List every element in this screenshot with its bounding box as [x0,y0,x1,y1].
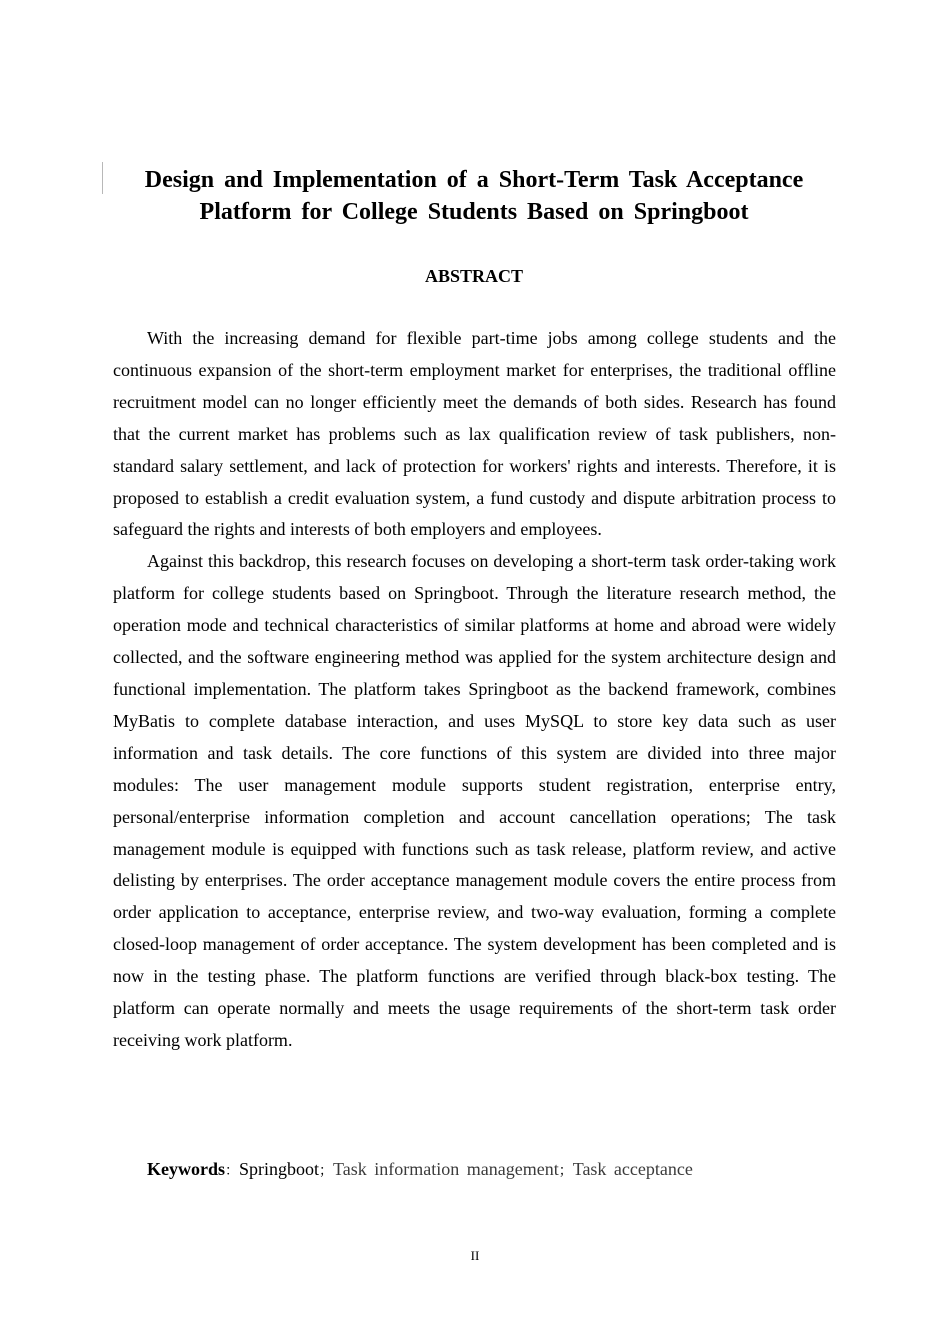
title-line-1: Design and Implementation of a Short-Term Task Acceptance [144,167,804,193]
keywords-colon: ： [225,1163,239,1179]
keyword-separator: ； [319,1163,334,1179]
keyword-separator: ； [558,1163,573,1179]
keywords-line [147,1156,847,1184]
keyword-item: Task information management [333,1159,559,1179]
keyword-item: Task acceptance [572,1159,693,1179]
keywords-label: Keywords [147,1159,225,1179]
abstract-body [113,323,836,1057]
keyword-item: Springboot [239,1159,320,1179]
abstract-paragraph-2: Against this backdrop, this research focuses on developing a short-term task order-taking work platform for college students based on Springboot. Through the literature research method, the operation mode and technical characteristics of similar platforms at home and abroad were widely collected, and the software engineering method was applied for the system architecture design and functional implementation. The platform takes Springboot as the backend framework, combines MyBatis to complete database interaction, and uses MySQL to store key data such as user information and task details. The core functions of this system are divided into three major modules: The user management module supports student registration, enterprise entry, personal/enterprise information completion and account cancellation operations; The task management module is equipped with functions such as task release, platform review, and active delisting by enterprises. The order acceptance management module covers the entire process from order application to acceptance, enterprise review, and two-way evaluation, forming a complete closed-loop management of order acceptance. The system development has been completed and is now in the testing phase. The platform functions are verified through black-box testing. The platform can operate normally and meets the usage requirements of the short-term task order receiving work platform. [113,551,836,1050]
abstract-heading: ABSTRACT [424,266,524,286]
margin-change-bar [102,162,103,194]
document-title [113,164,835,228]
title-line-2: Platform for College Students Based on Springboot [199,199,749,225]
abstract-paragraph-1: With the increasing demand for flexible part-time jobs among college students and the continuous expansion of the short-term employment market for enterprises, the traditional offline recruitment model can no longer efficiently meet the demands of both sides. Research has found that the current market has problems such as lax qualification review of task publishers, non-standard salary settlement, and lack of protection for workers' rights and interests. Therefore, it is proposed to establish a credit evaluation system, a fund custody and dispute arbitration process to safeguard the rights and interests of both employers and employees. [113,328,836,540]
page-number: II [470,1248,480,1263]
